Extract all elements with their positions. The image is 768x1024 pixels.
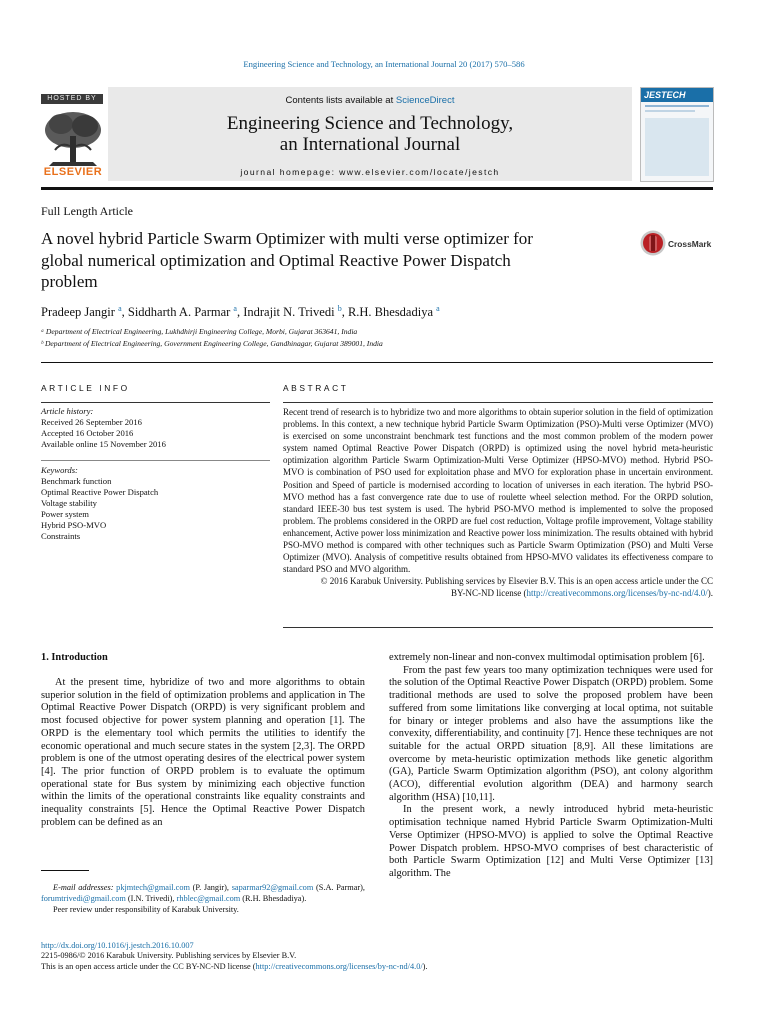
article-title <box>41 228 631 293</box>
author[interactable]: Siddharth A. Parmar $^a$ <box>127 304 237 320</box>
author[interactable]: R.H. Bhesdadiya $^a$ <box>347 304 440 320</box>
license-link[interactable]: http://creativecommons.org/licenses/by-nc-nd/4.0/ <box>526 588 708 599</box>
abstract-body <box>283 406 713 600</box>
email-link[interactable]: pkjmtech@gmail.com <box>116 883 190 892</box>
article-history <box>41 406 166 450</box>
keyword: Optimal Reactive Power Dispatch <box>41 487 159 497</box>
peer-review-note: Peer review under responsibility of Karabuk University. <box>53 904 239 914</box>
footnote-rule <box>41 870 89 871</box>
abstract-license: BY-NC-ND license (http://creativecommons.org/licenses/by-nc-nd/4.0/). <box>450 588 713 599</box>
hosted-by-label: HOSTED BY <box>41 94 103 104</box>
keywords <box>41 465 158 542</box>
email-link[interactable]: rhblec@gmail.com <box>176 893 241 903</box>
section-heading-introduction: 1. Introduction <box>41 652 108 663</box>
abstract-copyright: © 2016 Karabuk University. Publishing services by Elsevier B.V. This is an open access article under the CC <box>320 576 713 587</box>
history-received: Received 26 September 2016 <box>41 417 142 427</box>
crossmark-icon[interactable] <box>640 229 666 257</box>
intro-paragraph-3: In the present work, a newly introduced hybrid meta-heuristic optimisation technique named Hybrid Particle Swarm Optimization-Multi Verse Optimizer (HPSO-MVO) is applied to solve the Optimal Reactive Power Dispatch problem. HPSO-MVO comprises of best characteristic of both Particle Swarm Optimization [12] and Multi Verse Optimizer [13] algorithm. The <box>389 804 713 879</box>
author[interactable]: Indrajit N. Trivedi $^b$ <box>243 304 342 320</box>
journal-reference[interactable]: Engineering Science and Technology, an International Journal 20 (2017) 570–586 <box>243 59 525 69</box>
keyword: Hybrid PSO-MVO <box>41 520 107 530</box>
cover-rule-2 <box>645 110 695 112</box>
journal-title-line-2: an International Journal <box>279 134 461 155</box>
affiliation-b: ᵇ Department of Electrical Engineering, Government Engineering College, Gandhinagar, Gujarat 389001, India <box>41 339 383 348</box>
crossmark-label[interactable]: CrossMark <box>668 239 712 249</box>
abstract-bottom-rule <box>283 627 713 628</box>
homepage-link[interactable]: www.elsevier.com/locate/jestch <box>339 167 500 177</box>
elsevier-tree-logo <box>41 106 105 172</box>
article-type: Full Length Article <box>41 204 133 218</box>
intro-paragraph-1: At the present time, hybridize of two and more algorithms to obtain superior solution in the field of optimization problems and application in The Optimal Reactive Power Dispatch (ORPD) is very significant problem and most focused objective for power system planning and operation [1]. The ORPD is the elementary tool which permits the utilities to identify the economic operational and much secure states in the system [2,3]. The ORPD problem is one of the utmost operating desires of the electrical power system [4]. The prior function of ORPD problem is to evaluate the optimum operational state for Bus system by minimizing each objective function within the limits of the operational constraints like equality constraints and inequality constraints [5]. Hence the Optimal Reactive Power Dispatch problem can be defined as an <box>41 677 365 828</box>
cover-artwork <box>645 118 709 176</box>
affiliation-a: ᵃ Department of Electrical Engineering, Lukhdhirji Engineering College, Morbi, Gujarat 363641, India <box>41 327 358 336</box>
keyword: Voltage stability <box>41 498 97 508</box>
sciencedirect-link[interactable]: ScienceDirect <box>395 95 455 106</box>
author-emails: E-mail addresses: pkjmtech@gmail.com (P. Jangir), saparmar92@gmail.com (S.A. Parmar), forumtrivedi@gmail.com (I.N. Trivedi), rhblec@gmail.com (R.H. Bhesdadiya). <box>41 883 365 903</box>
footer-license-link[interactable]: http://creativecommons.org/licenses/by-nc-nd/4.0/ <box>255 961 423 971</box>
contents-prefix: Contents lists available at <box>285 95 396 106</box>
article-info-heading: ARTICLE INFO <box>41 383 130 393</box>
article-title-line-3: problem <box>41 272 98 291</box>
footnote <box>41 883 365 915</box>
article-title-line-2: global numerical optimization and Optimal Reactive Power Dispatch <box>41 250 511 270</box>
history-accepted: Accepted 16 October 2016 <box>41 428 134 438</box>
intro-paragraph-2: From the past few years too many optimization techniques were used for the solution of the Optimal Reactive Power Dispatch (ORPD) problem. Some traditional methods are used to solve the proposed problem have been suffered from some limitations like converging at local optima, not suitable for binary or integer problems and also have the assumptions like the convexity, differentiability, and continuity [7]. Hence these techniques are not suitable for the actual ORPD situation [8,9]. All these limitations are overcome by meta-heuristic optimization methods like genetic algorithm (GA), Particle Swarm Optimization algorithm (PSO), ant colony algorithm (ACO), differential evolution algorithm (DEA) and harmony search algorithm (HSA) [10,11]. <box>389 664 713 803</box>
issn-line: 2215-0986/© 2016 Karabuk University. Publishing services by Elsevier B.V. <box>41 951 297 961</box>
article-title-line-1: A novel hybrid Particle Swarm Optimizer with multi verse optimizer for <box>41 229 533 248</box>
elsevier-wordmark: ELSEVIER <box>43 166 103 178</box>
history-rule <box>41 460 270 461</box>
open-access-line: This is an open access article under the CC BY-NC-ND license (http://creativecommons.org/licenses/by-nc-nd/4.0/). <box>41 961 428 971</box>
email-label: E-mail addresses: <box>53 883 114 892</box>
keywords-label: Keywords: <box>41 465 78 475</box>
email-link[interactable]: saparmar92@gmail.com <box>231 883 314 892</box>
history-label: Article history: <box>41 406 94 416</box>
cover-title: JESTECH <box>641 88 713 102</box>
abstract-text: Recent trend of research is to hybridize two and more algorithms to obtain superior solution in the field of optimization problems. In this context, a new technique hybrid Particle Swarm Optimization (PSO)-Multi verse Optimizer (MVO) is exercised on some unconstraint benchmark test functions and the most common problem of the modern power system named Optimal Reactive Power Dispatch (ORPD) is optimized using the novel hybrid meta-heuristic optimization algorithm Particle Swarm Optimization-Multi Verse Optimizer (HPSO-MVO) method. Hybrid PSO-MVO is combination of PSO used for exploitation phase and MVO for exploration phase in uncertain environment. Position and Speed of particle is modernised according to location of universes in each iteration. The hybrid PSO-MVO method has a fast convergence rate due to use of roulette wheel selection method. For the ORPD solution, standard IEEE-30 bus test system is used. The hybrid PSO-MVO method is implemented to solve the proposed problem. The problems considered in the ORPD are fuel cost reduction, Voltage profile improvement, Voltage stability enhancement, Active power loss minimization and Reactive power loss minimization. The results obtained with hybrid PSO-MVO method is compared with other techniques such as Particle Swarm Optimization (PSO) and Multi Verse Optimizer (MVO). Analysis of competitive results obtained from HPSO-MVO validates its effectiveness compare to standard PSO and MVO algorithm. <box>283 407 713 575</box>
journal-title <box>108 113 632 155</box>
keyword: Constraints <box>41 531 81 541</box>
page-footer <box>41 941 428 972</box>
intro-paragraph-continued: extremely non-linear and non-convex multimodal optimisation problem [6]. <box>389 652 705 663</box>
keyword: Power system <box>41 509 89 519</box>
journal-title-line-1: Engineering Science and Technology, <box>226 113 514 134</box>
homepage-prefix: journal homepage: <box>240 167 340 177</box>
email-link[interactable]: forumtrivedi@gmail.com <box>41 893 126 903</box>
cover-rule <box>645 105 709 107</box>
contents-line <box>108 95 632 106</box>
title-rule <box>41 362 713 363</box>
intro-left-column <box>41 677 365 829</box>
abstract-heading: ABSTRACT <box>283 383 349 393</box>
history-online: Available online 15 November 2016 <box>41 439 166 449</box>
journal-homepage <box>108 167 632 177</box>
article-info-rule <box>41 402 270 403</box>
doi-link[interactable]: http://dx.doi.org/10.1016/j.jestch.2016.10.007 <box>41 941 194 950</box>
keyword: Benchmark function <box>41 476 112 486</box>
journal-cover-thumbnail[interactable] <box>640 87 714 182</box>
intro-right-column <box>389 652 713 881</box>
author-list: Pradeep Jangir $^a$, Siddharth A. Parmar $^a$, Indrajit N. Trivedi $^b$, R.H. Bhesdadiya $^a$ <box>41 304 440 320</box>
abstract-rule <box>283 402 713 403</box>
author[interactable]: Pradeep Jangir $^a$ <box>41 304 122 320</box>
header-rule <box>41 187 713 190</box>
